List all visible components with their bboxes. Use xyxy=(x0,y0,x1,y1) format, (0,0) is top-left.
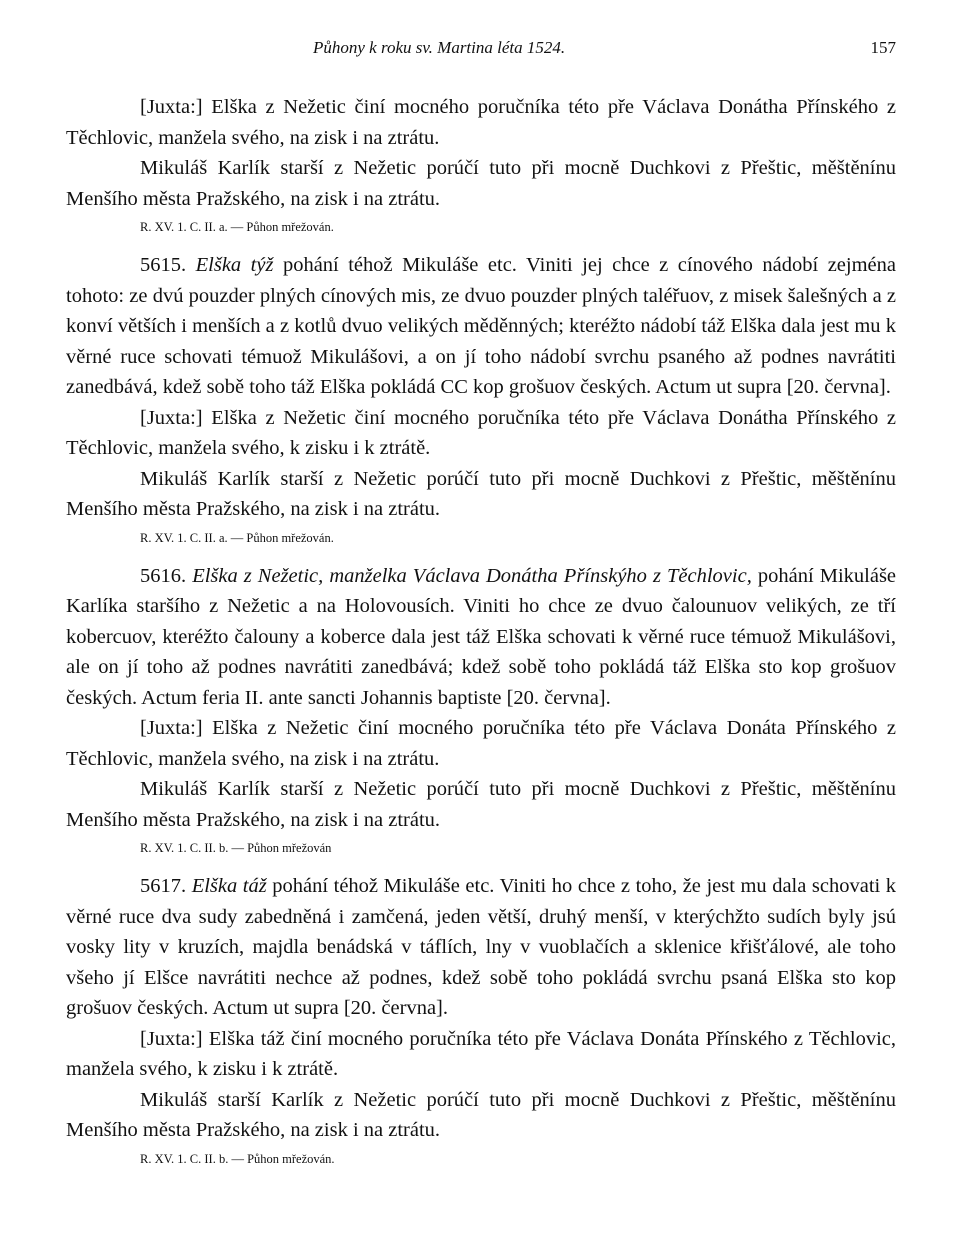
paragraph: [Juxta:] Elška z Nežetic činí mocného poručníka této pře Václava Donáta Přínského z Těchlovic, manžela svého, na zisk i na ztrátu. xyxy=(66,717,896,770)
entry-5617 xyxy=(66,871,896,1024)
entry-5615 xyxy=(66,250,896,403)
entry-5616 xyxy=(66,561,896,714)
source-reference: R. XV. 1. C. II. b. — Půhon mřežován. xyxy=(140,1151,335,1166)
entry-number: 5615. xyxy=(140,254,187,276)
page-number: 157 xyxy=(870,38,896,57)
entry-number: 5616. xyxy=(140,564,187,587)
entry-name: Elška týž xyxy=(195,254,274,276)
source-reference: R. XV. 1. C. II. b. — Půhon mřežován xyxy=(140,841,332,855)
document-body xyxy=(66,92,896,1172)
paragraph: Mikuláš Karlík starší z Nežetic porúčí tuto při mocně Duchkovi z Přeštic, měštěnínu Menšího města Pražského, na zisk i na ztrátu. xyxy=(66,157,896,210)
paragraph: [Juxta:] Elška z Nežetic činí mocného poručníka této pře Václava Donátha Přínského z Těchlovic, manžela svého, k zisku i k ztrátě. xyxy=(66,406,896,459)
paragraph: Mikuláš Karlík starší z Nežetic porúčí tuto při mocně Duchkovi z Přeštic, měštěnínu Menšího města Pražského, na zisk i na ztrátu. xyxy=(66,467,896,520)
paragraph: Mikuláš Karlík starší z Nežetic porúčí tuto při mocně Duchkovi z Přeštic, měštěnínu Menšího města Pražského, na zisk i na ztrátu. xyxy=(66,778,896,831)
entry-text: pohání téhož Mikuláše etc. Viniti ho chce z toho, že jest mu dala schovati k věrné ruce dva sudy zabedněná i zamčená, jeden větší, druhý menší, v kterýchžto sudích byly jsú vosky lity v kruzích, majdla benádská v táflích, lny v vuoblačích a sklenice křišťálové, ale toho všeho jí Elšce navrátiti nechce až podnes, kdež sobě toho pokládá svrchu psaná Elška sto kop grošuov českých. Actum ut supra [20. června]. xyxy=(66,875,897,1019)
running-title: Půhony k roku sv. Martina léta 1524. xyxy=(313,38,566,57)
entry-name: Elška z Nežetic, manželka Václava Donátha Přínskýho z Těchlovic, xyxy=(192,564,752,587)
entry-text: pohání téhož Mikuláše etc. Viniti jej chce z cínového nádobí zejména tohoto: ze dvú pouzder plných cínových mis, ze dvuo pouzder plných taléřuov, z misek šalešných a z konví větších i menších a z kotlů dvuo velikých měděnných; kteréžto nádobí táž Elška dala jest mu k věrné ruce schovati témuož Mikulášovi, a on jí toho nádobí svrchu psaného až podnes navrátiti zanedbává, kdež sobě toho táž Elška pokládá CC kop grošuov českých. Actum ut supra [20. června]. xyxy=(66,254,896,398)
paragraph: [Juxta:] Elška táž činí mocného poručníka této pře Václava Donáta Přínského z Těchlovic, manžela svého, k zisku i k ztrátě. xyxy=(66,1027,896,1080)
source-reference: R. XV. 1. C. II. a. — Půhon mřežován. xyxy=(140,530,334,545)
document-page xyxy=(66,38,896,1182)
paragraph: [Juxta:] Elška z Nežetic činí mocného poručníka této pře Václava Donátha Přínského z Těchlovic, manžela svého, na zisk i na ztrátu. xyxy=(66,96,896,149)
entry-name: Elška táž xyxy=(191,875,267,897)
source-reference: R. XV. 1. C. II. a. — Půhon mřežován. xyxy=(140,220,334,234)
entry-number: 5617. xyxy=(140,875,187,897)
paragraph: Mikuláš starší Karlík z Nežetic porúčí tuto při mocně Duchkovi z Přeštic, měštěnínu Menšího města Pražského, na zisk i na ztrátu. xyxy=(66,1088,896,1141)
entry-text: pohání Mikuláše Karlíka staršího z Nežetic a na Holovousích. Viniti ho chce ze dvuo čalounuov velikých, ze tří kobercuov, kteréžto čalouny a koberce dala jest táž Elška schovati k věrné ruce témuož Mikulášovi, ale on jí toho až podnes navrátiti zanedbává; kdež sobě toho pokládá táž Elška sto kop grošuov českých. Actum feria II. ante sancti Johannis baptiste [20. června]. xyxy=(66,564,897,709)
page-header xyxy=(66,38,896,68)
